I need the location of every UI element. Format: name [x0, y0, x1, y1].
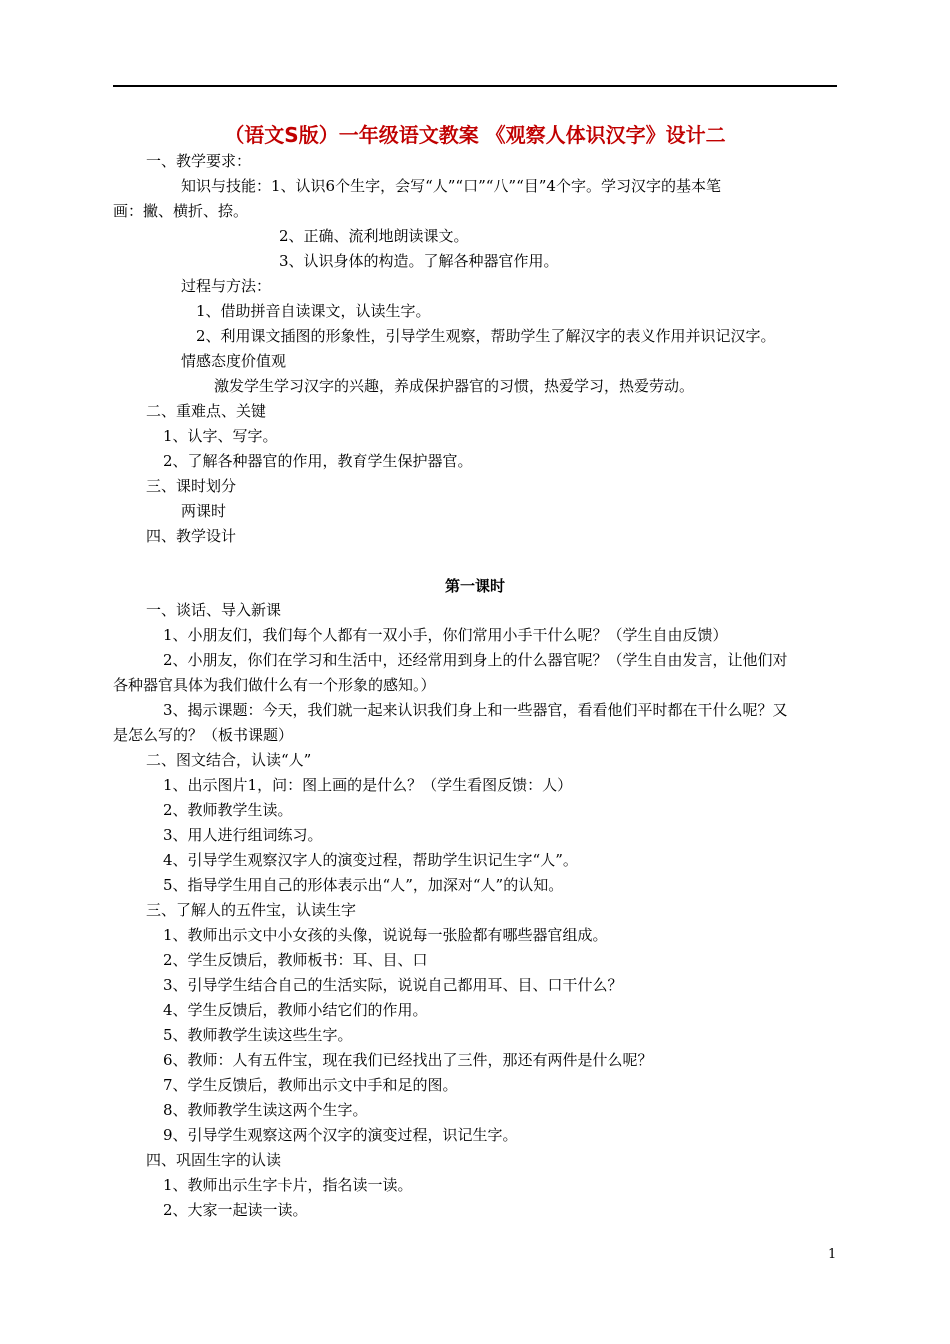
text-line: 是怎么写的？（板书课题） — [113, 726, 294, 744]
text-line: 5、指导学生用自己的形体表示出“人”，加深对“人”的认知。 — [163, 876, 564, 894]
text-line: 三、了解人的五件宝，认读生字 — [146, 901, 357, 919]
text-line: 2、大家一起读一读。 — [163, 1201, 308, 1219]
header-rule — [113, 85, 837, 87]
text-line: 1、出示图片1，问：图上画的是什么？（学生看图反馈：人） — [163, 776, 573, 794]
text-line: 各种器官具体为我们做什么有一个形象的感知。） — [113, 676, 436, 694]
text-line: 2、了解各种器官的作用，教育学生保护器官。 — [163, 452, 473, 470]
page-number: 1 — [828, 1247, 837, 1262]
text-line: 1、借助拼音自读课文，认读生字。 — [196, 302, 431, 320]
text-line: 3、揭示课题：今天，我们就一起来认识我们身上和一些器官，看看他们平时都在干什么呢？又 — [163, 701, 788, 719]
text-line: 二、重难点、关键 — [146, 402, 267, 420]
text-line: 2、正确、流利地朗读课文。 — [279, 227, 469, 245]
text-line: 四、教学设计 — [146, 527, 237, 545]
text-line: 2、教师教学生读。 — [163, 801, 293, 819]
text-line: 四、巩固生字的认读 — [146, 1151, 282, 1169]
text-line: 知识与技能：1、认识6个生字，会写“人”“口”“八”“目”4个字。学习汉字的基本笔 — [181, 177, 721, 195]
text-line: 4、学生反馈后，教师小结它们的作用。 — [163, 1001, 428, 1019]
text-line: 4、引导学生观察汉字人的演变过程，帮助学生识记生字“人”。 — [163, 851, 578, 869]
text-line: 激发学生学习汉字的兴趣，养成保护器官的习惯，热爱学习，热爱劳动。 — [214, 377, 695, 395]
text-line: 8、教师教学生读这两个生字。 — [163, 1101, 368, 1119]
document-title: （语文S版）一年级语文教案 《观察人体识汉字》设计二 — [224, 123, 726, 147]
text-line: 两课时 — [181, 502, 227, 520]
text-line: 1、教师出示文中小女孩的头像，说说每一张脸都有哪些器官组成。 — [163, 926, 608, 944]
text-line: 画：撇、横折、捺。 — [113, 202, 249, 220]
text-line: 3、引导学生结合自己的生活实际，说说自己都用耳、目、口干什么？ — [163, 976, 623, 994]
text-line: 2、利用课文插图的形象性，引导学生观察，帮助学生了解汉字的表义作用并识记汉字。 — [196, 327, 776, 345]
text-line: 情感态度价值观 — [181, 352, 287, 370]
section-heading: 第一课时 — [444, 577, 505, 595]
text-line: 7、学生反馈后，教师出示文中手和足的图。 — [163, 1076, 458, 1094]
text-line: 二、图文结合，认读“人” — [146, 751, 312, 769]
text-line: 过程与方法： — [181, 277, 272, 295]
text-line: 3、认识身体的构造。了解各种器官作用。 — [279, 252, 559, 270]
text-line: 一、谈话、导入新课 — [146, 601, 282, 619]
text-line: 6、教师：人有五件宝，现在我们已经找出了三件，那还有两件是什么呢？ — [163, 1051, 653, 1069]
text-line: 2、学生反馈后，教师板书：耳、目、口 — [163, 951, 428, 969]
text-line: 一、教学要求： — [146, 152, 252, 170]
text-line: 3、用人进行组词练习。 — [163, 826, 323, 844]
text-line: 2、小朋友，你们在学习和生活中，还经常用到身上的什么器官呢？（学生自由发言，让他们对 — [163, 651, 788, 669]
text-line: 5、教师教学生读这些生字。 — [163, 1026, 353, 1044]
text-line: 1、教师出示生字卡片，指名读一读。 — [163, 1176, 413, 1194]
text-line: 1、小朋友们，我们每个人都有一双小手，你们常用小手干什么呢？（学生自由反馈） — [163, 626, 728, 644]
text-line: 1、认字、写字。 — [163, 427, 278, 445]
text-line: 三、课时划分 — [146, 477, 237, 495]
text-line: 9、引导学生观察这两个汉字的演变过程，识记生字。 — [163, 1126, 518, 1144]
